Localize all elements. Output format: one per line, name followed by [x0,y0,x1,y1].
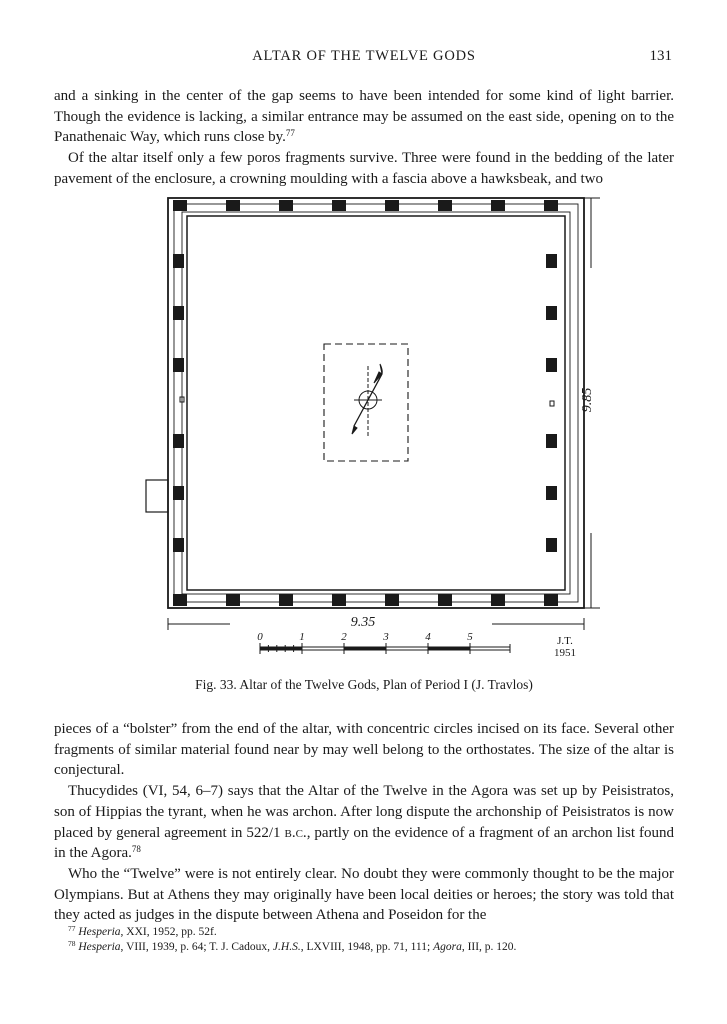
scale-segment [344,647,386,650]
orthostate-post [491,200,505,211]
orthostate-post [544,594,558,606]
orthostate-post [546,434,557,448]
scale-label: 5 [467,631,473,643]
dimension-bottom: 9.35 [350,615,376,630]
orthostate-post [279,594,293,606]
footnote-ref-77[interactable]: 77 [285,128,295,139]
altar-plan-figure [130,188,610,668]
orthostate-post [173,594,187,606]
orthostate-post [385,200,399,211]
orthostate-post [226,200,240,211]
scale-segment [428,647,470,650]
running-title: ALTAR OF THE TWELVE GODS [252,48,476,64]
paragraph: Thucydides (VI, 54, 6–7) says that the Altar of the Twelve in the Agora was set up by Peisistratos, son of Hippias the tyrant, when he was archon. After long dispute the archonship of Peisistratos is now placed by general agreement in 522/1 b.c., partly on the evidence of a fragment of an archon list found in the Agora.$^{78}$ [54,783,674,862]
draftsman-initials: J.T. [557,635,573,647]
orthostate-post [438,200,452,211]
orthostate-post [332,594,346,606]
footnotes [54,925,674,955]
footnote-ref-78[interactable]: 78 [131,844,141,855]
figure-caption: Fig. 33. Altar of the Twelve Gods, Plan of Period I (J. Travlos) [195,677,533,692]
orthostate-post [173,254,184,268]
drawing-year: 1951 [554,647,576,659]
orthostate-post [385,594,399,606]
scale-label: 2 [341,631,347,643]
running-head [54,48,674,68]
page-number: 131 [649,48,672,64]
orthostate-post [226,594,240,606]
dimension-right: 9.85 [580,387,595,413]
paragraph: Who the “Twelve” were is not entirely clear. No doubt they were commonly thought to be the major Olympians. But at Athens they may originally have been local deities or heroes; the story was told that they acted as judges in the dispute between Athena and Poseidon for the [54,865,674,924]
orthostate-post [173,538,184,552]
orthostate-post [491,594,505,606]
scale-label: 4 [425,631,431,643]
scale-label: 3 [383,631,389,643]
orthostate-post [546,538,557,552]
orthostate-post [173,200,187,211]
body-text-bottom [54,719,674,926]
orthostate-post [173,306,184,320]
scale-label: 0 [257,631,263,643]
orthostate-post [173,358,184,372]
orthostate-post [173,434,184,448]
era-abbreviation: b.c. [284,824,307,841]
paragraph: and a sinking in the center of the gap seems to have been intended for some kind of light barrier. Though the evidence is lacking, a similar entrance may be assumed on the east side, opening on to the Panathenaic Way, which runs close by.$^{77}$ [54,88,674,146]
footnote-77: $^{77}$ Hesperia, XXI, 1952, pp. 52f. [68,924,217,938]
orthostate-post [546,486,557,500]
scale-segment [260,647,302,650]
orthostate-post [546,306,557,320]
orthostate-post [332,200,346,211]
orthostate-post [544,200,558,211]
orthostate-post [438,594,452,606]
orthostate-post [279,200,293,211]
orthostate-post [546,358,557,372]
orthostate-post [173,486,184,500]
footnote-78: $^{78}$ Hesperia, VIII, 1939, p. 64; T. J. Cadoux, J.H.S., LXVIII, 1948, pp. 71, 111; Agora, III, p. 120. [68,939,517,953]
altar-plan-drawing [130,188,610,668]
paragraph: Of the altar itself only a few poros fragments survive. Three were found in the bedding of the later pavement of the enclosure, a crowning moulding with a fascia above a hawksbeak, and two [54,150,674,187]
orthostate-post [546,254,557,268]
scale-label: 1 [299,631,305,643]
paragraph: pieces of a “bolster” from the end of the altar, with concentric circles incised on its face. Several other fragments of similar material found near by may well belong to the orthostates. The size of the altar is conjectural. [54,721,674,779]
body-text-top [54,86,674,190]
